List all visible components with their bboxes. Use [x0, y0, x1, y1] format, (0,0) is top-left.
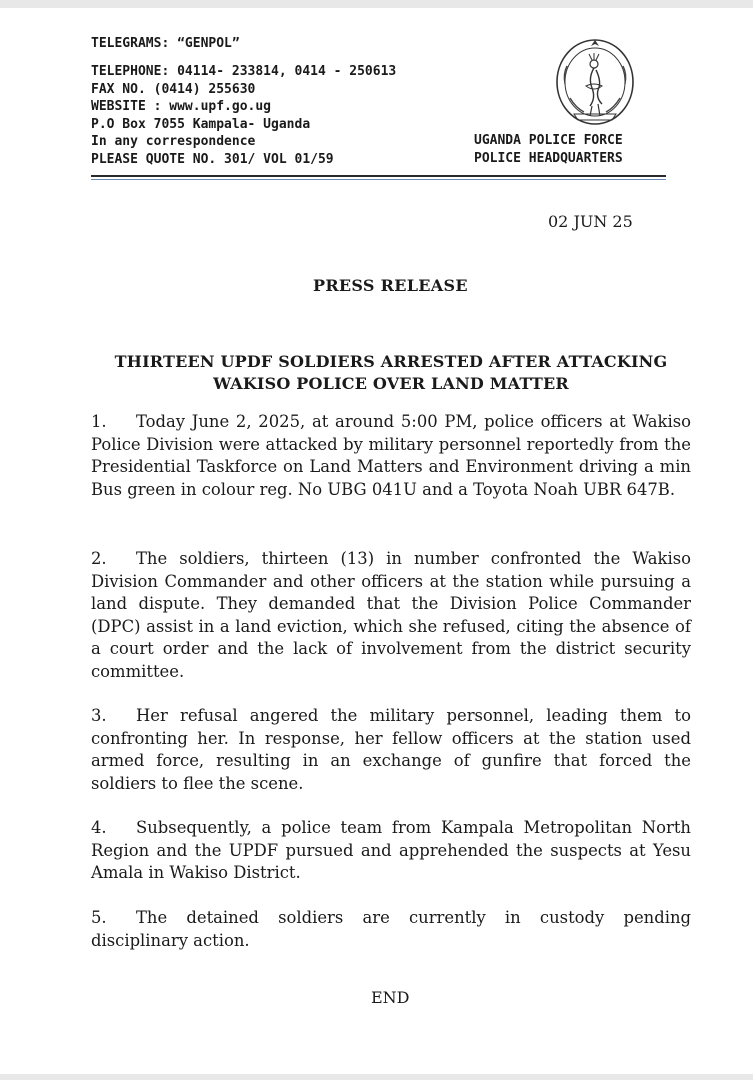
paragraph-number: 4.	[91, 818, 107, 837]
header-divider-accent	[91, 179, 666, 180]
uganda-police-crest-icon	[552, 36, 638, 128]
headline	[91, 351, 691, 395]
paragraph-text: Today June 2, 2025, at around 5:00 PM, police officers at Wakiso Police Division were attacked by military personnel reportedly from the Presidential Taskforce on Land Matters and Environment driving a min Bus green in colour reg. No UBG 041U and a Toyota Noah UBR 647B.	[91, 412, 691, 499]
contact-block	[91, 63, 396, 168]
paragraph-text: The soldiers, thirteen (13) in number confronted the Wakiso Division Commander and other officers at the station while pursuing a land dispute. They demanded that the Division Police Commander (DPC) assist in a land eviction, which she refused, citing the absence of a court order and the lack of involvement from the district security committee.	[91, 549, 691, 681]
fax-line: FAX NO. (0414) 255630	[91, 81, 256, 97]
paragraph	[91, 817, 691, 885]
paragraph	[91, 907, 691, 952]
po-box-line: P.O Box 7055 Kampala- Uganda	[91, 116, 311, 132]
paragraph-number: 2.	[91, 549, 107, 568]
paragraph	[91, 548, 691, 684]
paragraph-number: 3.	[91, 706, 107, 725]
paragraph	[91, 411, 691, 501]
paragraph-text: Her refusal angered the military personnel, leading them to confronting her. In response, her fellow officers at the station used armed force, resulting in an exchange of gunfire that forced the soldiers to flee the scene.	[91, 706, 691, 793]
quote-line: PLEASE QUOTE NO. 301/ VOL 01/59	[91, 151, 334, 167]
organization-block	[474, 132, 623, 167]
document-page	[0, 8, 753, 1074]
telegrams-line: TELEGRAMS: “GENPOL”	[91, 36, 240, 51]
release-date: 02 JUN 25	[548, 212, 633, 231]
paragraph-text: Subsequently, a police team from Kampala Metropolitan North Region and the UPDF pursued and apprehended the suspects at Yesu Amala in Wakiso District.	[91, 818, 691, 883]
document-title: PRESS RELEASE	[313, 276, 468, 295]
correspondence-line: In any correspondence	[91, 134, 256, 149]
paragraph-number: 5.	[91, 908, 107, 927]
headline-line-1: THIRTEEN UPDF SOLDIERS ARRESTED AFTER ATTACKING	[114, 352, 668, 371]
website-line: WEBSITE : www.upf.go.ug	[91, 99, 272, 114]
telephone-line: TELEPHONE: 04114- 233814, 0414 - 250613	[91, 64, 397, 79]
header-divider	[91, 175, 666, 177]
paragraph-text: The detained soldiers are currently in custody pending disciplinary action.	[91, 908, 691, 950]
paragraph	[91, 705, 691, 795]
paragraph-number: 1.	[91, 412, 107, 431]
org-unit: POLICE HEADQUARTERS	[474, 150, 623, 166]
end-marker: END	[371, 988, 410, 1007]
org-name: UGANDA POLICE FORCE	[474, 133, 623, 148]
headline-line-2: WAKISO POLICE OVER LAND MATTER	[213, 374, 569, 393]
